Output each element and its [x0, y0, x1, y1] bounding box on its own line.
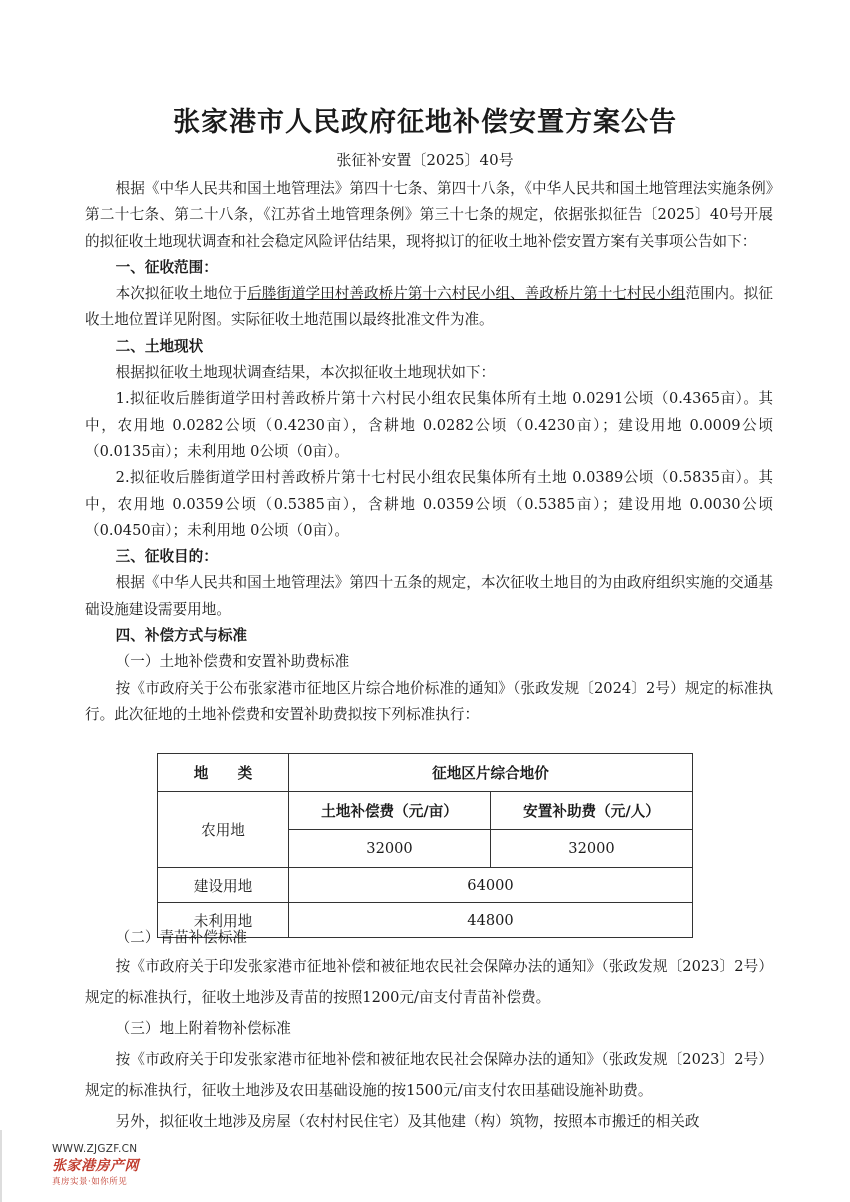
section-1-heading: 一、征收范围： — [115, 258, 218, 276]
section-1-text-pre: 本次拟征收土地位于 — [115, 285, 248, 303]
watermark-site-name: 张家港房产网 — [52, 1158, 139, 1174]
document-number: 张征补安置〔2025〕40号 — [336, 151, 514, 169]
table-subheader-resettle: 安置补助费（元/人） — [491, 792, 693, 830]
compensation-table — [157, 753, 693, 938]
section-2-intro: 根据拟征收土地现状调查结果，本次拟征收土地现状如下： — [115, 364, 496, 382]
table-subheader-land-comp: 土地补偿费（元/亩） — [289, 792, 491, 830]
document-body — [85, 176, 773, 728]
table-header-price: 征地区片综合地价 — [289, 754, 693, 792]
table-row-farmland-label: 农用地 — [158, 792, 289, 868]
section-4-sub-3-text: 按《市政府关于印发张家港市征地补偿和被征地农民社会保障办法的通知》（张政发规〔2023〕2号）规定的标准执行，征收土地涉及农田基础设施的按1500元/亩支付农田基础设施补助费。 — [85, 1051, 773, 1100]
section-1-text-post: 范围内。拟征收土地位置详见附图。实际征收土地范围以最终批准文件为准。 — [85, 285, 773, 329]
section-1-location: 后塍街道学田村善政桥片第十六村民小组、善政桥片第十七村民小组 — [247, 285, 686, 303]
watermark-url: WWW.ZJGZF.CN — [52, 1143, 138, 1155]
table-cell-unused-value: 44800 — [289, 903, 693, 938]
section-4-sub-3-heading: （三）地上附着物补偿标准 — [115, 1020, 291, 1038]
table-row-construction-label: 建设用地 — [158, 868, 289, 903]
document-body-continued — [85, 925, 773, 1137]
intro-paragraph: 根据《中华人民共和国土地管理法》第四十七条、第四十八条，《中华人民共和国土地管理法实施条例》第二十七条、第二十八条，《江苏省土地管理条例》第三十七条的规定，依据张拟征告〔2025〕40号开展的拟征收土地现状调查和社会稳定风险评估结果，现将拟订的征收土地补偿安置方案有关事项公告如下： — [85, 180, 773, 250]
section-3-heading: 三、征收目的： — [115, 548, 218, 566]
watermark-logo — [52, 1143, 172, 1187]
section-4-sub-2-heading: （二）青苗补偿标准 — [115, 929, 248, 946]
section-2-item-2: 2.拟征收后塍街道学田村善政桥片第十七村民小组农民集体所有土地 0.0389公顷（0.5835亩）。其中，农用地 0.0359公顷（0.5385亩），含耕地 0.0359公顷（0.5385亩）；建设用地 0.0030公顷（0.0450亩）；未利用地 0公顷（0亩）。 — [85, 469, 773, 539]
document-title: 张家港市人民政府征地补偿安置方案公告 — [173, 107, 677, 138]
section-4-sub-1-text: 按《市政府关于公布张家港市征地区片综合地价标准的通知》（张政发规〔2024〕2号）规定的标准执行。此次征地的土地补偿费和安置补助费拟按下列标准执行： — [85, 679, 773, 723]
section-1-text — [85, 281, 773, 334]
watermark-slogan: 真房实景·如你所见 — [52, 1177, 128, 1187]
section-2-item-1: 1.拟征收后塍街道学田村善政桥片第十六村民小组农民集体所有土地 0.0291公顷（0.4365亩）。其中，农用地 0.0282公顷（0.4230亩），含耕地 0.0282公顷（0.4230亩）；建设用地 0.0009公顷（0.0135亩）；未利用地 0公顷（0亩）。 — [85, 390, 773, 460]
section-4-last-line: 另外，拟征收土地涉及房屋（农村村民住宅）及其他建（构）筑物，按照本市搬迁的相关政 — [115, 1113, 700, 1131]
section-4-sub-1-heading: （一）土地补偿费和安置补助费标准 — [115, 653, 350, 671]
section-2-heading: 二、土地现状 — [115, 337, 204, 355]
table-cell-construction-value: 64000 — [289, 868, 693, 903]
table-cell-farmland-resettle: 32000 — [491, 830, 693, 868]
table-header-land-type: 地 类 — [158, 754, 289, 792]
section-3-text: 根据《中华人民共和国土地管理法》第四十五条的规定，本次征收土地目的为由政府组织实施的交通基础设施建设需要用地。 — [85, 574, 773, 618]
page-edge-line — [0, 1130, 2, 1202]
section-4-heading: 四、补偿方式与标准 — [115, 627, 248, 645]
table-row-unused-label: 未利用地 — [158, 903, 289, 938]
table-cell-farmland-land-comp: 32000 — [289, 830, 491, 868]
section-4-sub-2-text: 按《市政府关于印发张家港市征地补偿和被征地农民社会保障办法的通知》（张政发规〔2023〕2号）规定的标准执行，征收土地涉及青苗的按照1200元/亩支付青苗补偿费。 — [85, 958, 773, 1007]
